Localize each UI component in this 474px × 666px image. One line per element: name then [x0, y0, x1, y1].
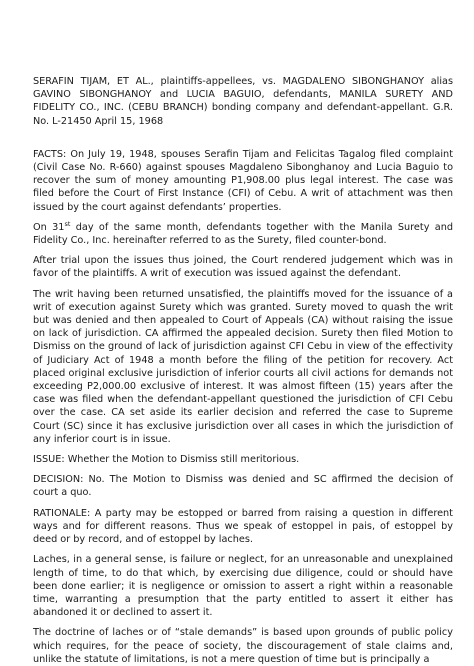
doctrine-paragraph: The doctrine of laches or of “stale demands” is based upon grounds of public policy which requires, for the peace of society, the discouragement of stale claims and, unlike the statute of limitations, is not a mere question of time but is principally a	[33, 627, 453, 665]
decision-paragraph: DECISION: No. The Motion to Dismiss was denied and SC affirmed the decision of court a quo.	[33, 474, 453, 499]
facts-paragraph: FACTS: On July 19, 1948, spouses Serafin Tijam and Felicitas Tagalog filed complaint (Civil Case No. R-660) against spouses Magdaleno Sibonghanoy and Lucia Baguio to recover the sum of money amounting P1,908.00 plus legal interest. The case was filed before the Court of First Instance (CFI) of Cebu. A writ of attachment was then issued by the court against defendants’ properties.	[33, 148, 453, 213]
issue-paragraph: ISSUE: Whether the Motion to Dismiss still meritorious.	[33, 454, 300, 466]
rationale-paragraph: RATIONALE: A party may be estopped or barred from raising a question in different ways and for different reasons. Thus we speak of estoppel in pais, of estoppel by deed or by record, and of estoppel by laches.	[33, 507, 453, 546]
writ-paragraph: The writ having been returned unsatisfied, the plaintiffs moved for the issuance of a writ of execution against Surety which was granted. Surety moved to quash the writ but was denied and then appealed to Court of Appeals (CA) without raising the issue on lack of jurisdiction. CA affirmed the appealed decision. Surety then filed Motion to Dismiss on the ground of lack of jurisdiction against CFI Cebu in view of the effectivity of Judiciary Act of 1948 a month before the filing of the petition for recovery. Act placed original exclusive jurisdiction of inferior courts all civil actions for demands not exceeding P2,000.00 exclusive of interest. It was almost fifteen (15) years after the case was filed when the defendant-appellant questioned the jurisdiction of CFI Cebu over the case. CA set aside its earlier decision and referred the case to Supreme Court (SC) since it has exclusive jurisdiction over all cases in which the jurisdiction of any inferior court is in issue.	[33, 288, 453, 445]
ordinal-suffix: st	[64, 219, 71, 228]
counter-bond-paragraph	[33, 221, 453, 247]
trial-paragraph: After trial upon the issues thus joined, the Court rendered judgement which was in favor of the plaintiffs. A writ of execution was issued against the defendant.	[33, 255, 453, 280]
counter-bond-rest: day of the same month, defendants together with the Manila Surety and Fidelity Co., Inc. hereinafter referred to as the Surety, filed counter-bond.	[33, 221, 454, 247]
laches-paragraph: Laches, in a general sense, is failure or neglect, for an unreasonable and unexplained length of time, to do that which, by exercising due diligence, could or should have been done earlier; it is negligence or omission to assert a right within a reasonable time, warranting a presumption that the party entitled to assert it either has abandoned it or declined to assert it.	[33, 554, 453, 619]
counter-bond-lead: On 31	[33, 221, 65, 233]
case-title: SERAFIN TIJAM, ET AL., plaintiffs-appellees, vs. MAGDALENO SIBONGHANOY alias GAVINO SIBONGHANOY and LUCIA BAGUIO, defendants, MANILA SURETY AND FIDELITY CO., INC. (CEBU BRANCH) bonding company and defendant-appellant. G.R. No. L-21450 April 15, 1968	[33, 76, 453, 127]
